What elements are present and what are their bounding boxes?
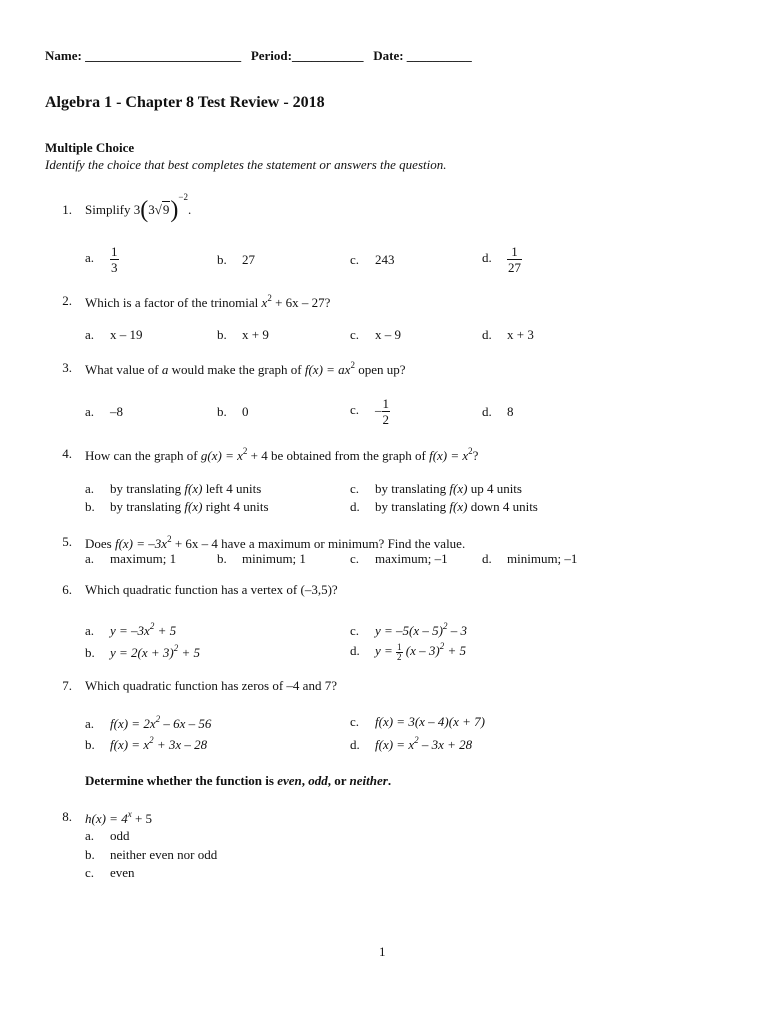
sqrt-icon: √	[154, 202, 162, 217]
choice-letter: d.	[482, 404, 492, 419]
choice-letter: a.	[85, 250, 95, 266]
choice-text: x – 9	[375, 327, 401, 342]
text-segment: open up?	[354, 362, 406, 377]
choice-c	[85, 865, 135, 881]
text-segment: ,	[301, 773, 309, 788]
choice-expression: f(x) = 2x	[110, 716, 156, 731]
question-text	[85, 809, 152, 827]
variable: x	[261, 295, 268, 310]
function-expression: g(x) = x	[200, 448, 243, 463]
numerator: 1	[382, 396, 389, 411]
choice-letter: c.	[350, 714, 360, 729]
text-segment: Which quadratic function has zeros of –4 and 7?	[85, 678, 337, 693]
choice-expression: y = 2(x + 3)	[110, 645, 174, 660]
function-name: f(x)	[184, 481, 203, 496]
choice-letter: b.	[217, 404, 227, 419]
choice-b	[85, 847, 217, 863]
choice-expression: f(x) = x	[375, 737, 415, 752]
choice-text: 0	[242, 404, 249, 419]
exponent: 2	[242, 446, 248, 456]
choice-letter: a.	[85, 481, 95, 496]
choice-letter: b.	[217, 252, 227, 267]
choice-expression: y = –3x	[110, 623, 150, 638]
function-expression: f(x) = –3x	[114, 536, 168, 551]
choice-letter: b.	[85, 737, 95, 752]
choice-text: by translating	[375, 481, 450, 496]
text-segment: + 4 be obtained from the graph of	[247, 448, 430, 463]
exponent: −2	[178, 192, 188, 202]
choice-b	[217, 252, 255, 268]
choice-letter: a.	[85, 623, 95, 638]
denominator: 2	[382, 412, 389, 427]
choice-a	[85, 621, 176, 639]
text-segment: , or	[327, 773, 350, 788]
choice-text: neither even nor odd	[110, 847, 218, 862]
choice-expression: (x – 3)	[402, 643, 440, 658]
choice-b	[85, 643, 200, 661]
page-number: 1	[379, 944, 386, 959]
choice-letter: b.	[85, 645, 95, 660]
choice-letter: a.	[85, 404, 95, 419]
question-text	[85, 534, 465, 552]
choice-expression: y = –5(x – 5)	[375, 623, 443, 638]
fraction	[382, 396, 391, 427]
denominator: 3	[111, 260, 118, 275]
question-number: 5.	[62, 534, 72, 549]
choice-letter: c.	[350, 252, 360, 267]
choice-a	[85, 551, 176, 567]
choice-text: down 4 units	[467, 499, 538, 514]
choice-c	[350, 621, 467, 639]
choice-text: 243	[375, 252, 395, 267]
question-number: 1.	[62, 202, 72, 217]
text-segment: .	[387, 773, 392, 788]
choice-text: right 4 units	[202, 499, 269, 514]
question-number: 8.	[62, 809, 72, 824]
numerator: 1	[397, 641, 402, 652]
choice-letter: d.	[482, 551, 492, 566]
choice-c	[350, 396, 390, 427]
date-field: Date: __________	[373, 48, 472, 63]
choice-text: by translating	[375, 499, 450, 514]
question-number: 6.	[62, 582, 72, 597]
choice-letter: a.	[85, 327, 95, 342]
question-number: 4.	[62, 446, 72, 461]
emphasis: even	[277, 773, 302, 788]
question-number: 7.	[62, 678, 72, 693]
choice-text: by translating	[110, 481, 185, 496]
choice-text: left 4 units	[202, 481, 262, 496]
question-number: 2.	[62, 293, 72, 308]
choice-letter: d.	[350, 737, 360, 752]
choice-text: 27	[242, 252, 255, 267]
text-segment: Which is a factor of the trinomial	[85, 295, 262, 310]
choice-letter: b.	[217, 327, 227, 342]
section-heading: Multiple Choice	[45, 140, 135, 155]
denominator: 2	[397, 651, 402, 662]
choice-expression: – 3	[447, 623, 467, 638]
choice-d	[482, 551, 577, 567]
name-field: Name: ________________________	[45, 48, 242, 63]
function-name: f(x)	[449, 499, 468, 514]
choice-c	[350, 481, 522, 497]
choice-text: odd	[110, 828, 130, 843]
numerator: 1	[111, 244, 118, 259]
function-expression: h(x) = 4	[85, 811, 128, 826]
choice-text: minimum; 1	[242, 551, 306, 566]
function-name: f(x)	[184, 499, 203, 514]
text-segment: Which quadratic function has a vertex of (–3,5)?	[85, 582, 338, 597]
exponent: 2	[468, 446, 473, 456]
subsection-heading	[85, 773, 391, 789]
choice-letter: c.	[350, 551, 360, 566]
exponent: 2	[149, 621, 155, 631]
exponent: 2	[442, 621, 448, 631]
choice-b	[85, 499, 269, 515]
choice-d	[482, 244, 522, 275]
choice-text: x + 9	[242, 327, 269, 342]
choice-text: x – 19	[110, 327, 143, 342]
question-text	[85, 192, 191, 224]
choice-d	[350, 735, 472, 753]
text-segment: Determine whether the function is	[85, 773, 278, 788]
exponent: 2	[414, 735, 419, 745]
choice-text: even	[110, 865, 135, 880]
text-segment: What value of	[85, 362, 162, 377]
function-expression: f(x) = ax	[304, 362, 351, 377]
exponent: 2	[173, 643, 179, 653]
choice-c	[350, 252, 395, 268]
choice-text: 8	[507, 404, 514, 419]
section-instructions: Identify the choice that best completes the statement or answers the question.	[45, 157, 447, 172]
choice-letter: d.	[350, 643, 360, 658]
choice-text: maximum; –1	[375, 551, 448, 566]
period-field: Period:___________	[250, 48, 364, 63]
exponent: x	[127, 809, 132, 819]
emphasis: odd	[308, 773, 328, 788]
function-name: f(x)	[449, 481, 468, 496]
page-title: Algebra 1 - Chapter 8 Test Review - 2018	[45, 94, 325, 111]
radicand: 9	[162, 202, 170, 217]
choice-expression: + 5	[178, 645, 201, 660]
choice-letter: c.	[350, 623, 360, 638]
exponent: 2	[350, 360, 355, 370]
choice-b	[85, 735, 207, 753]
expr-inner-coefficient: 3	[148, 202, 155, 217]
choice-d	[482, 327, 534, 343]
choice-text: –8	[110, 404, 123, 419]
exponent: 2	[149, 735, 154, 745]
choice-a	[85, 828, 130, 844]
choice-expression: + 5	[444, 643, 467, 658]
choice-letter: a.	[85, 551, 95, 566]
expr-coefficient: Simplify 3	[85, 202, 141, 217]
choice-c	[350, 551, 448, 567]
choice-letter: b.	[85, 499, 95, 514]
exponent: 2	[167, 534, 172, 544]
choice-text: by translating	[110, 499, 185, 514]
text-segment: + 5	[131, 811, 153, 826]
choice-c	[350, 327, 401, 343]
question-text	[85, 293, 330, 311]
choice-a	[85, 404, 123, 420]
choice-expression: – 3x + 28	[418, 737, 473, 752]
choice-a	[85, 481, 261, 497]
text-segment: How can the graph of	[85, 448, 201, 463]
text-segment: would make the graph of	[168, 362, 305, 377]
student-info-header	[45, 48, 472, 64]
numerator: 1	[507, 244, 522, 260]
choice-b	[217, 327, 269, 343]
choice-text: x + 3	[507, 327, 534, 342]
choice-letter: c.	[350, 402, 360, 418]
choice-letter: d.	[482, 327, 492, 342]
choice-letter: d.	[350, 499, 360, 514]
choice-expression: + 3x – 28	[153, 737, 208, 752]
choice-letter: b.	[85, 847, 95, 862]
choice-a	[85, 714, 211, 732]
choice-expression: + 5	[154, 623, 177, 638]
choice-b	[217, 551, 306, 567]
choice-d	[482, 404, 514, 420]
fraction	[110, 244, 119, 275]
choice-letter: c.	[350, 327, 360, 342]
choice-text: maximum; 1	[110, 551, 177, 566]
text-segment: Does	[85, 536, 115, 551]
question-text	[85, 582, 338, 598]
right-paren: )	[170, 197, 179, 223]
expr-period: .	[187, 202, 192, 217]
choice-letter: d.	[482, 250, 492, 266]
question-number: 3.	[62, 360, 72, 375]
choice-d	[350, 499, 538, 515]
choice-d	[350, 641, 466, 662]
exponent: 2	[267, 293, 272, 303]
exponent: 2	[439, 641, 445, 651]
choice-letter: a.	[85, 828, 95, 843]
fraction	[507, 244, 522, 275]
question-text	[85, 446, 478, 464]
emphasis: neither	[349, 773, 388, 788]
question-text	[85, 360, 406, 378]
choice-letter: c.	[85, 865, 95, 880]
text-segment: ?	[472, 448, 479, 463]
choice-expression: f(x) = 3(x – 4)(x + 7)	[375, 714, 485, 729]
choice-c	[350, 714, 485, 730]
exponent: 2	[155, 714, 161, 724]
question-text	[85, 678, 337, 694]
choice-a	[85, 244, 119, 275]
negative-sign: –	[375, 402, 382, 418]
text-segment: + 6x – 27?	[271, 295, 331, 310]
choice-expression: – 6x – 56	[160, 716, 212, 731]
choice-expression: f(x) = x	[110, 737, 150, 752]
choice-text: up 4 units	[467, 481, 522, 496]
left-paren: (	[140, 197, 149, 223]
choice-letter: c.	[350, 481, 360, 496]
function-expression: f(x) = x	[429, 448, 469, 463]
choice-expression: y =	[375, 643, 397, 658]
choice-a	[85, 327, 143, 343]
choice-b	[217, 404, 249, 420]
choice-letter: a.	[85, 716, 95, 731]
choice-text: minimum; –1	[507, 551, 578, 566]
denominator: 27	[508, 260, 521, 275]
variable: a	[161, 362, 169, 377]
choice-letter: b.	[217, 551, 227, 566]
text-segment: + 6x – 4 have a maximum or minimum? Find the value.	[171, 536, 466, 551]
